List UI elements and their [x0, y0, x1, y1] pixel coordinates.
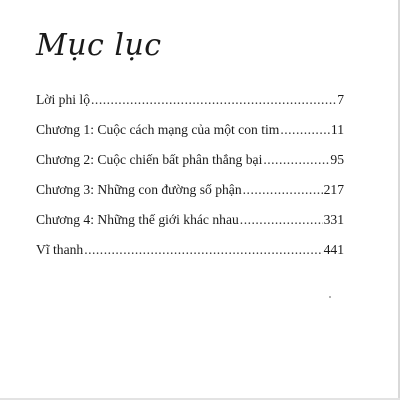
dot-leader — [91, 92, 336, 108]
toc-entry-chapter-4 — [36, 212, 344, 242]
toc-entry-label: Vĩ thanh — [36, 242, 84, 257]
paper-speck — [329, 296, 331, 298]
toc-entry-label: Chương 2: Cuộc chiến bất phân thắng bại — [36, 152, 263, 167]
toc-entry-label: Lời phi lộ — [36, 92, 91, 107]
dot-leader — [84, 242, 322, 258]
toc-entry-label: Chương 1: Cuộc cách mạng của một con tim — [36, 122, 280, 137]
toc-entry-epilogue — [36, 242, 344, 272]
dot-leader — [240, 212, 323, 228]
toc-entry-page: 11 — [330, 122, 344, 137]
toc-entry-page: 95 — [330, 152, 344, 167]
toc-entry-chapter-2 — [36, 152, 344, 182]
toc-entry-page: 331 — [323, 212, 344, 227]
toc-entry-page: 441 — [323, 242, 344, 257]
toc-entry-chapter-1 — [36, 122, 344, 152]
dot-leader — [263, 152, 329, 168]
toc-entry-label: Chương 4: Những thế giới khác nhau — [36, 212, 239, 227]
toc-entry-chapter-3 — [36, 182, 344, 212]
toc-entry-page: 217 — [323, 182, 344, 197]
dot-leader — [243, 182, 323, 198]
dot-leader — [280, 122, 330, 138]
toc-title: Mục lục — [36, 28, 162, 63]
toc-entry-label: Chương 3: Những con đường số phận — [36, 182, 242, 197]
toc-entry-page: 7 — [337, 92, 344, 107]
toc-list — [36, 92, 344, 272]
toc-entry-preface — [36, 92, 344, 122]
